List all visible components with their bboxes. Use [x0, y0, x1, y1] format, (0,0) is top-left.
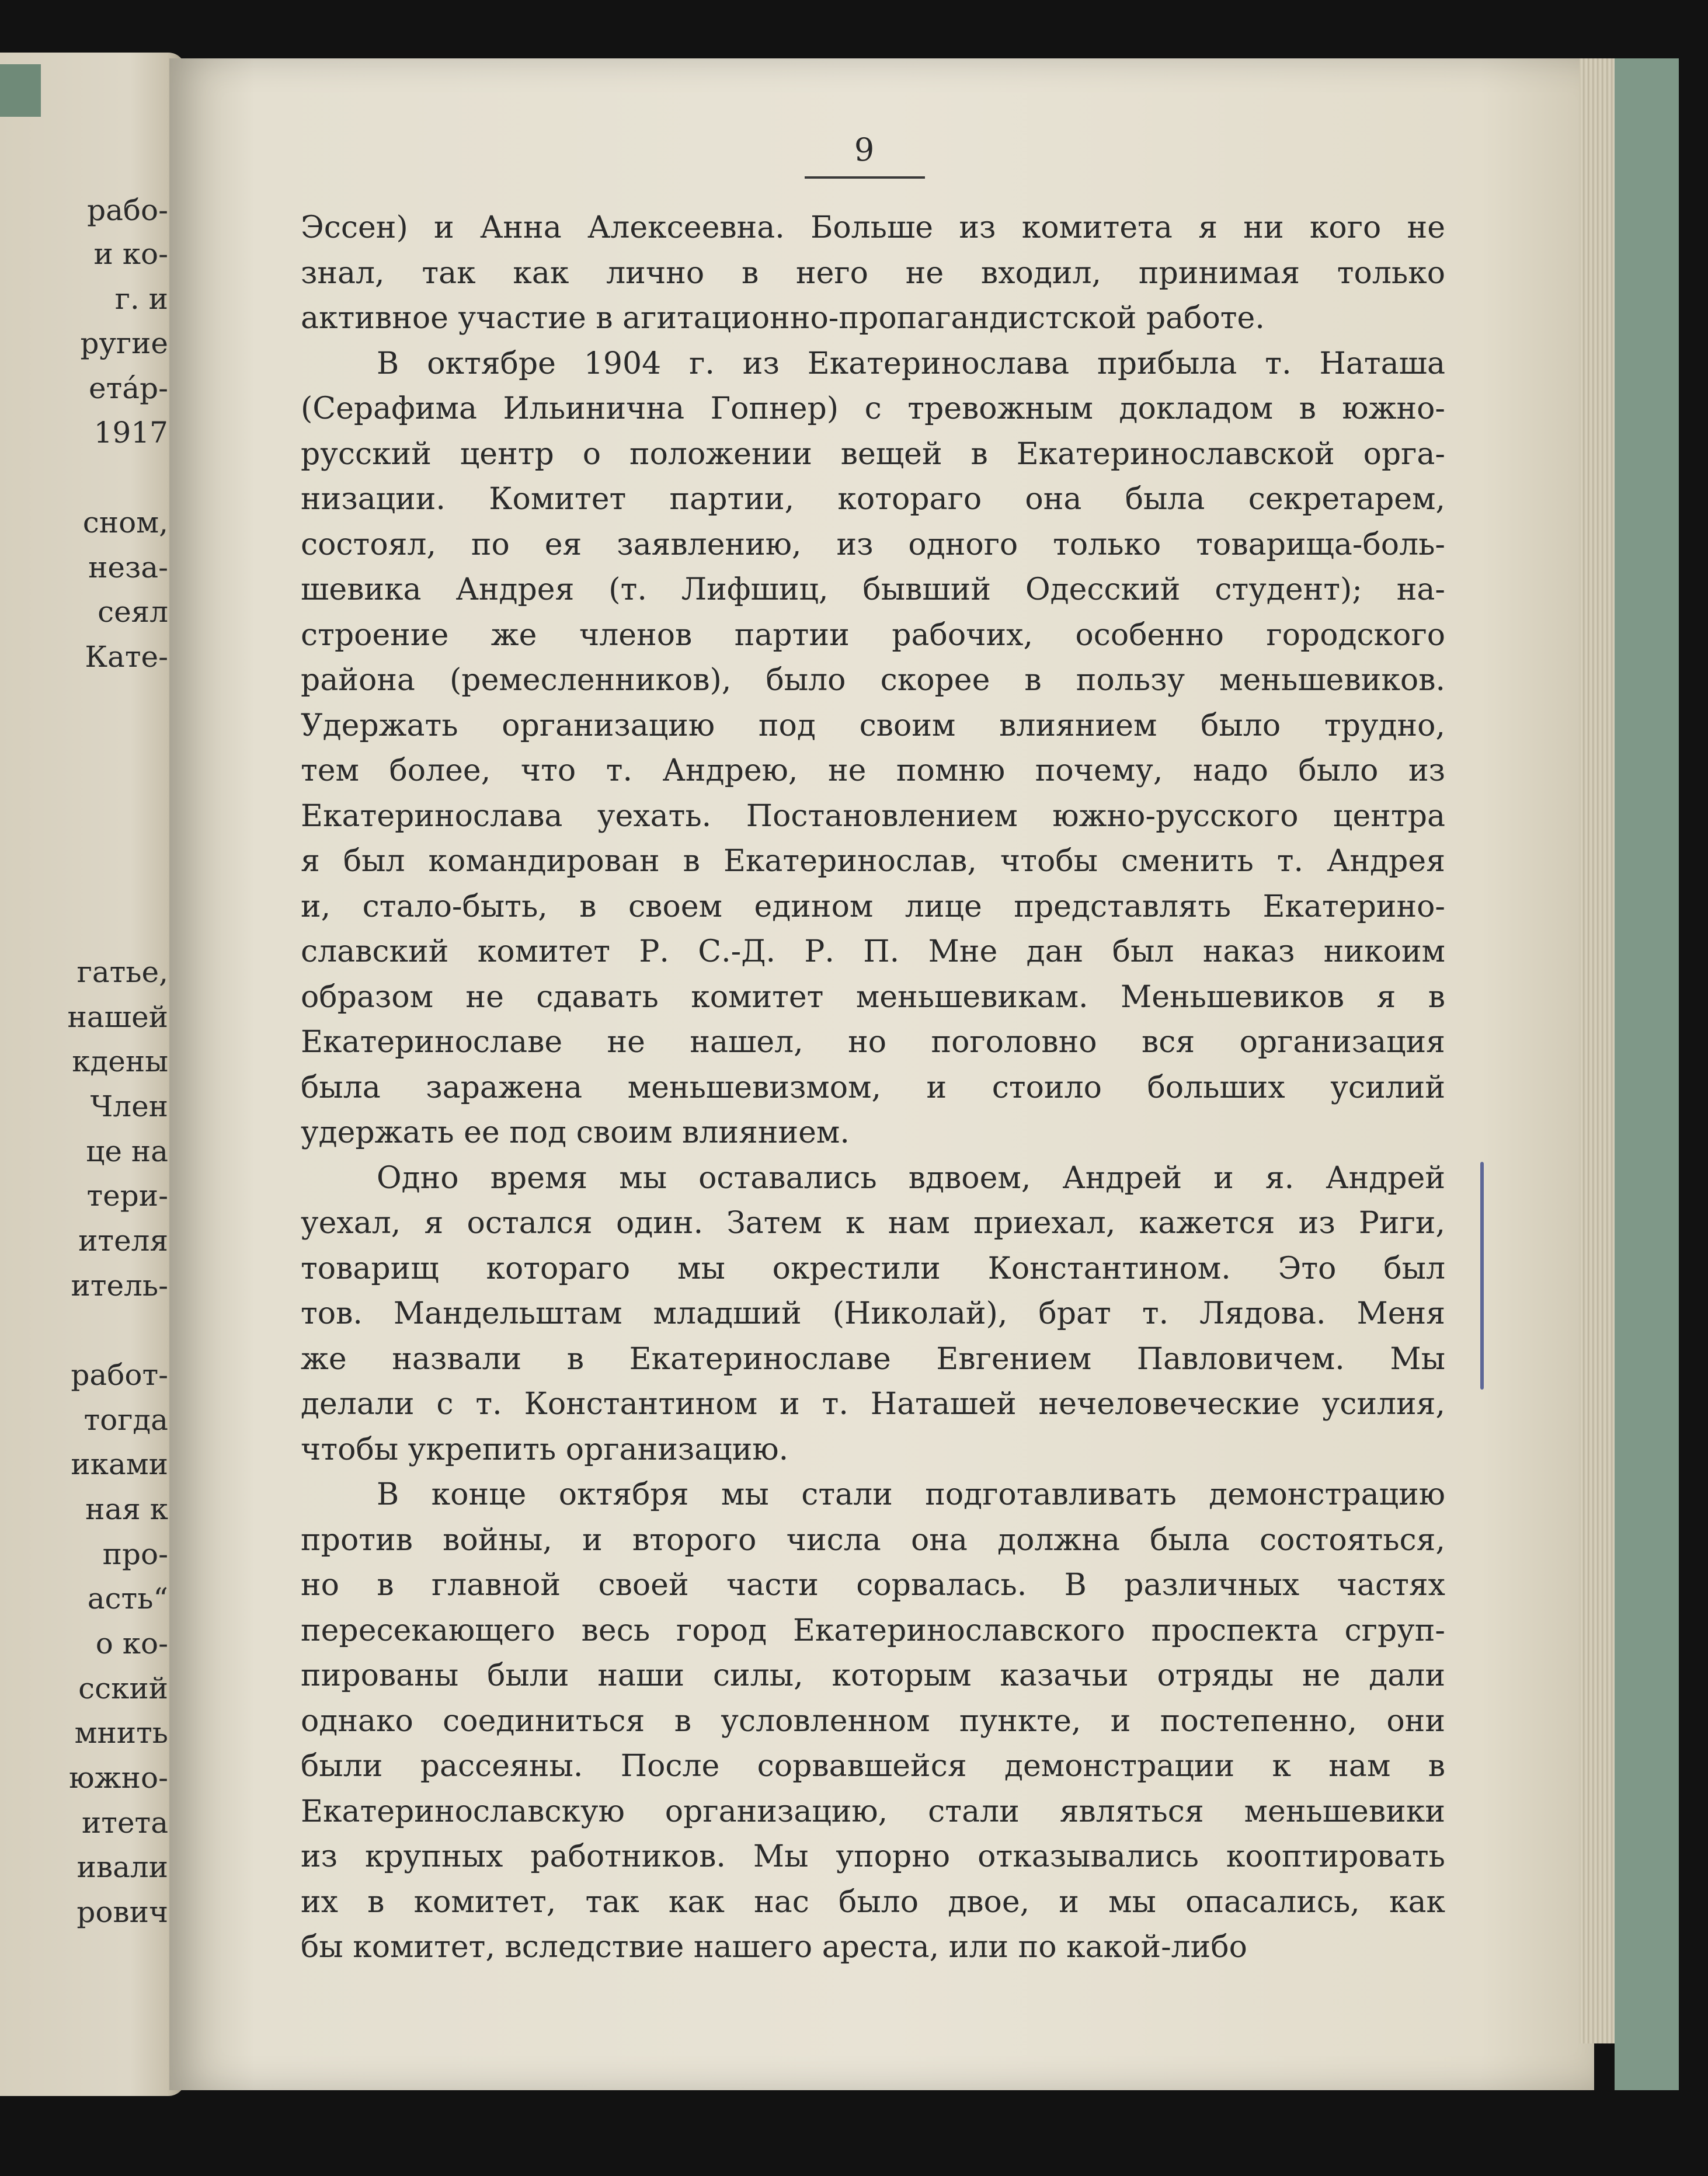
cover-corner: [0, 64, 41, 117]
text-line: Эссен) и Анна Алексеевна. Больше из комитета я ни кого не: [301, 210, 1445, 245]
text-line: однако соединиться в условленном пункте, и постепенно, они: [301, 1703, 1445, 1739]
text-line: уехал, я остался один. Затем к нам приехал, кажется из Риги,: [301, 1206, 1445, 1241]
previous-page-line: сеял: [98, 595, 168, 629]
previous-page-line: мнить: [74, 1716, 168, 1750]
text-line: шевика Андрея (т. Лифшиц, бывший Одесский студент); на-: [301, 572, 1445, 607]
previous-page: [0, 53, 186, 2096]
previous-page-line: южно-: [69, 1761, 168, 1795]
text-line: была заражена меньшевизмом, и стоило больших усилий: [301, 1070, 1445, 1105]
page-body-text: [301, 206, 1445, 1970]
text-line: же назвали в Екатеринославе Евгением Павловичем. Мы: [301, 1341, 1445, 1377]
previous-page-line: про-: [102, 1537, 168, 1571]
text-line: и, стало-быть, в своем едином лице представлять Екатерино-: [301, 889, 1445, 924]
previous-page-line: ная к: [85, 1492, 168, 1526]
text-line: Удержать организацию под своим влиянием было трудно,: [301, 708, 1445, 743]
text-line: активное участие в агитационно-пропагандистской работе.: [301, 301, 1265, 336]
previous-page-line: итета: [81, 1806, 168, 1840]
previous-page-line: сном,: [82, 506, 168, 539]
text-line: но в главной своей части сорвалась. В различных частях: [301, 1568, 1445, 1603]
text-line: бы комитет, вследствие нашего ареста, или по какой-либо: [301, 1930, 1247, 1965]
text-line: строение же членов партии рабочих, особенно городского: [301, 617, 1445, 653]
text-line: из крупных работников. Мы упорно отказывались кооптировать: [301, 1839, 1445, 1874]
text-line: Одно время мы оставались вдвоем, Андрей и я. Андрей: [377, 1160, 1445, 1196]
text-line: знал, так как лично в него не входил, принимая только: [301, 255, 1445, 291]
previous-page-line: рабо-: [87, 193, 168, 227]
previous-page-line: етáр-: [89, 371, 168, 405]
pencil-margin-mark: [1480, 1162, 1484, 1390]
text-line: пересекающего весь город Екатеринославского проспекта сгруп-: [301, 1613, 1445, 1648]
previous-page-line: сский: [78, 1672, 168, 1705]
text-line: образом не сдавать комитет меньшевикам. Меньшевиков я в: [301, 979, 1445, 1015]
text-line: В октябре 1904 г. из Екатеринослава прибыла т. Наташа: [377, 346, 1445, 381]
text-line: тем более, что т. Андрею, не помню почему, надо было из: [301, 753, 1445, 788]
text-line: удержать ее под своим влиянием.: [301, 1115, 850, 1150]
previous-page-line: тогда: [84, 1403, 168, 1437]
book-cover: [1615, 58, 1679, 2090]
previous-page-line: ругие: [80, 326, 168, 360]
previous-page-line: неза-: [88, 551, 168, 584]
text-line: их в комитет, так как нас было двое, и мы опасались, как: [301, 1884, 1445, 1920]
previous-page-line: ителя: [78, 1224, 168, 1258]
text-line: Екатеринославе не нашел, но поголовно вся организация: [301, 1025, 1445, 1060]
previous-page-line: нашей: [67, 1000, 168, 1034]
text-line: товарищ котораго мы окрестили Константином. Это был: [301, 1251, 1445, 1286]
previous-page-line: ивали: [76, 1850, 168, 1884]
previous-page-line: о ко-: [95, 1627, 168, 1660]
text-line: тов. Мандельштам младший (Николай), брат т. Лядова. Меня: [301, 1296, 1445, 1331]
text-line: были рассеяны. После сорвавшейся демонстрации к нам в: [301, 1749, 1445, 1784]
text-line: низации. Комитет партии, котораго она была секретарем,: [301, 482, 1445, 517]
text-line: Екатеринослава уехать. Постановлением южно-русского центра: [301, 798, 1445, 834]
text-line: чтобы укрепить организацию.: [301, 1432, 789, 1467]
text-line: русский центр о положении вещей в Екатеринославской орга-: [301, 436, 1445, 472]
page-number-rule: [805, 176, 925, 179]
previous-page-line: Член: [90, 1089, 168, 1123]
previous-page-line: асть“: [87, 1582, 168, 1616]
previous-page-line: 1917: [93, 416, 168, 450]
previous-page-line: и ко-: [93, 237, 168, 271]
previous-page-line: тери-: [86, 1179, 168, 1213]
text-line: делали с т. Константином и т. Наташей нечеловеческие усилия,: [301, 1387, 1445, 1422]
previous-page-line: кдены: [72, 1045, 168, 1078]
text-line: я был командирован в Екатеринослав, чтобы сменить т. Андрея: [301, 844, 1445, 879]
previous-page-line: иками: [71, 1447, 168, 1481]
previous-page-line: г. и: [114, 282, 168, 316]
previous-page-line: це на: [86, 1134, 168, 1168]
previous-page-line: гатье,: [76, 955, 168, 989]
text-line: В конце октября мы стали подготавливать демонстрацию: [377, 1477, 1445, 1512]
text-line: пированы были наши силы, которым казачьи отряды не дали: [301, 1658, 1445, 1693]
text-line: (Серафима Ильинична Гопнер) с тревожным докладом в южно-: [301, 391, 1445, 426]
previous-page-line: работ-: [71, 1358, 168, 1392]
previous-page-line: рович: [76, 1895, 168, 1929]
text-line: славский комитет Р. С.-Д. Р. П. Мне дан был наказ никоим: [301, 934, 1445, 969]
page-number: 9: [854, 131, 875, 168]
text-line: против войны, и второго числа она должна была состояться,: [301, 1522, 1445, 1558]
text-line: состоял, по ея заявлению, из одного только товарища-боль-: [301, 527, 1445, 562]
previous-page-line: Кате-: [85, 640, 168, 674]
text-line: района (ремесленников), было скорее в пользу меньшевиков.: [301, 663, 1445, 698]
previous-page-line: итель-: [71, 1269, 168, 1303]
text-line: Екатеринославскую организацию, стали являться меньшевики: [301, 1794, 1445, 1829]
